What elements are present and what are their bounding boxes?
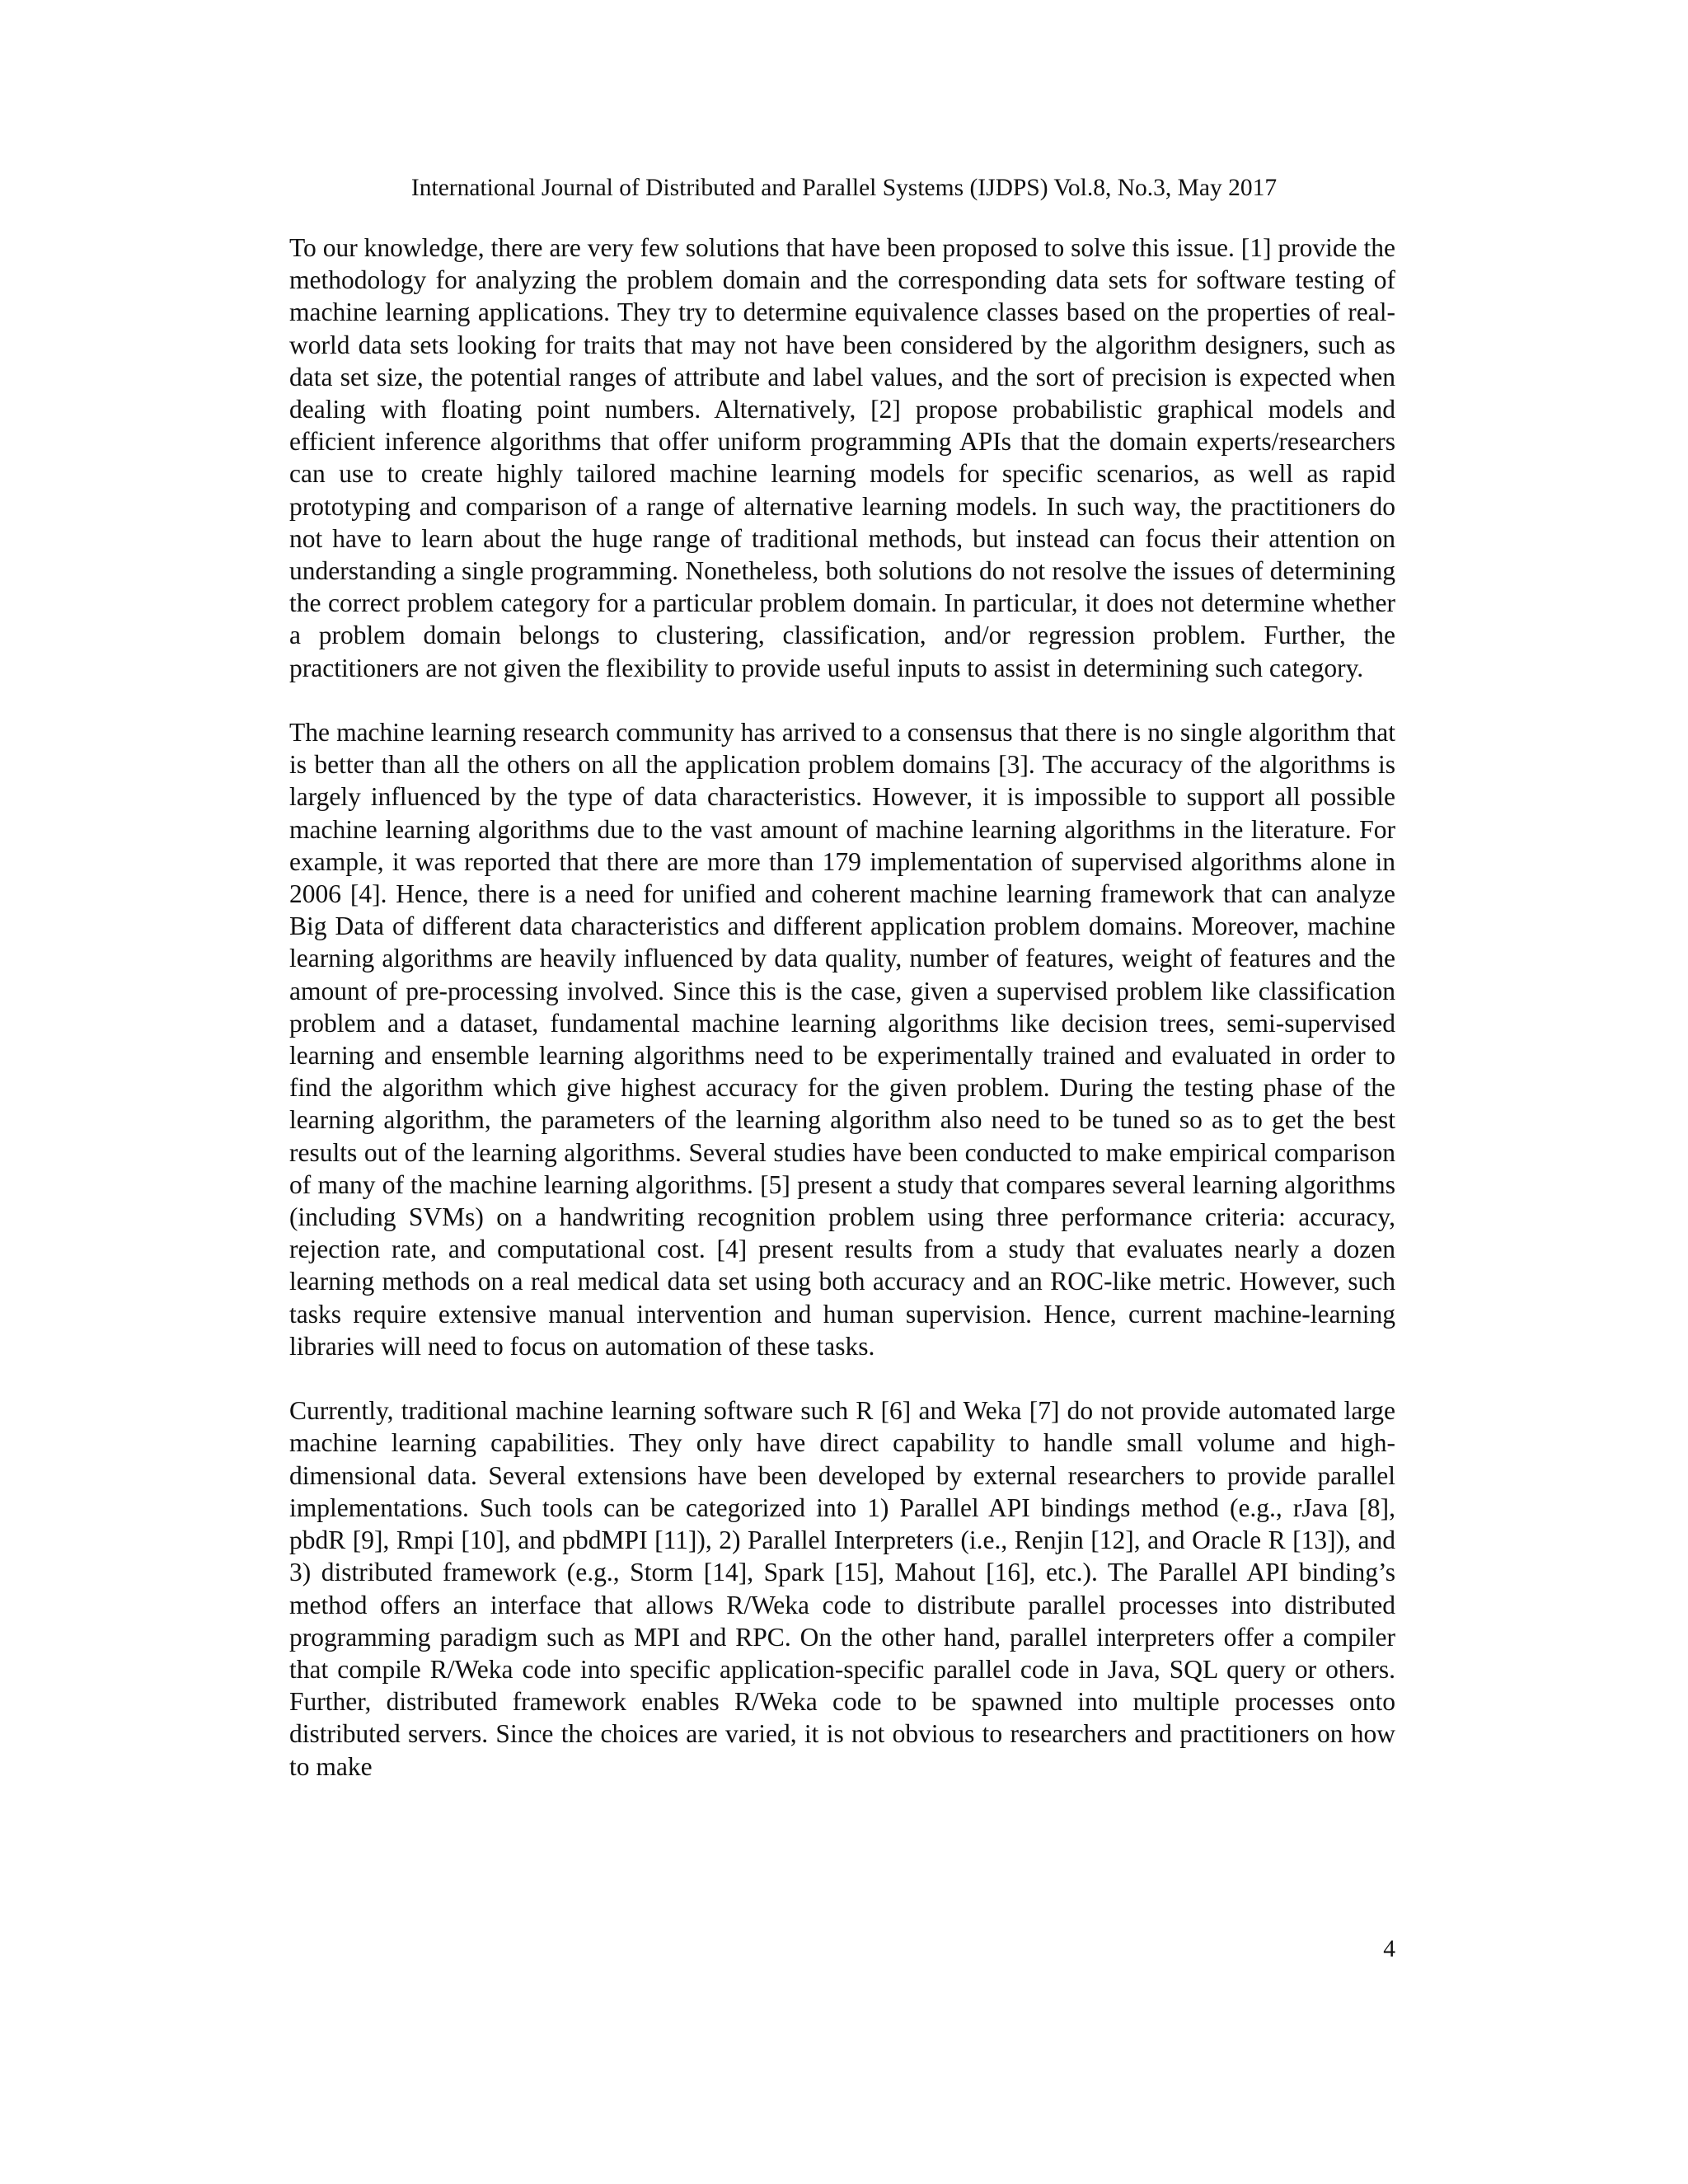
running-header: International Journal of Distributed and Parallel Systems (IJDPS) Vol.8, No.3, May 2017 [410, 175, 1278, 201]
body-text [289, 232, 1395, 1783]
page-number: 4 [1383, 1936, 1395, 1962]
paragraph-algorithm-consensus: The machine learning research community has arrived to a consensus that there is no single algorithm that is better than all the others on all the application problem domains [3]. The accuracy of the algorithms is largely influenced by the type of data characteristics. However, it is impossible to support all possible machine learning algorithms due to the vast amount of machine learning algorithms in the literature. For example, it was reported that there are more than 179 implementation of supervised algorithms alone in 2006 [4]. Hence, there is a need for unified and coherent machine learning framework that can analyze Big Data of different data characteristics and different application problem domains. Moreover, machine learning algorithms are heavily influenced by data quality, number of features, weight of features and the amount of pre-processing involved. Since this is the case, given a supervised problem like classification problem and a dataset, fundamental machine learning algorithms like decision trees, semi-supervised learning and ensemble learning algorithms need to be experimentally trained and evaluated in order to find the algorithm which give highest accuracy for the given problem. During the testing phase of the learning algorithm, the parameters of the learning algorithm also need to be tuned so as to get the best results out of the learning algorithms. Several studies have been conducted to make empirical comparison of many of the machine learning algorithms. [5] present a study that compares several learning algorithms (including SVMs) on a handwriting recognition problem using three performance criteria: accuracy, rejection rate, and computational cost. [4] present results from a study that evaluates nearly a dozen learning methods on a real medical data set using both accuracy and an ROC-like metric. However, such tasks require extensive manual intervention and human supervision. Hence, current machine-learning libraries will need to focus on automation of these tasks. [289, 718, 1395, 1361]
paragraph-traditional-software: Currently, traditional machine learning software such R [6] and Weka [7] do not provide automated large machine learning capabilities. They only have direct capability to handle small volume and high-dimensional data. Several extensions have been developed by external researchers to provide parallel implementations. Such tools can be categorized into 1) Parallel API bindings method (e.g., rJava [8], pbdR [9], Rmpi [10], and pbdMPI [11]), 2) Parallel Interpreters (i.e., Renjin [12], and Oracle R [13]), and 3) distributed framework (e.g., Storm [14], Spark [15], Mahout [16], etc.). The Parallel API binding’s method offers an interface that allows R/Weka code to distribute parallel processes into distributed programming paradigm such as MPI and RPC. On the other hand, parallel interpreters offer a compiler that compile R/Weka code into specific application-specific parallel code in Java, SQL query or others. Further, distributed framework enables R/Weka code to be spawned into multiple processes onto distributed servers. Since the choices are varied, it is not obvious to researchers and practitioners on how to make [289, 1396, 1395, 1781]
paragraph-related-solutions: To our knowledge, there are very few solutions that have been proposed to solve this issue. [1] provide the methodology for analyzing the problem domain and the corresponding data sets for software testing of machine learning applications. They try to determine equivalence classes based on the properties of real-world data sets looking for traits that may not have been considered by the algorithm designers, such as data set size, the potential ranges of attribute and label values, and the sort of precision is expected when dealing with floating point numbers. Alternatively, [2] propose probabilistic graphical models and efficient inference algorithms that offer uniform programming APIs that the domain experts/researchers can use to create highly tailored machine learning models for specific scenarios, as well as rapid prototyping and comparison of a range of alternative learning models. In such way, the practitioners do not have to learn about the huge range of traditional methods, but instead can focus their attention on understanding a single programming. Nonetheless, both solutions do not resolve the issues of determining the correct problem category for a particular problem domain. In particular, it does not determine whether a problem domain belongs to clustering, classification, and/or regression problem. Further, the practitioners are not given the flexibility to provide useful inputs to assist in determining such category. [289, 233, 1395, 682]
